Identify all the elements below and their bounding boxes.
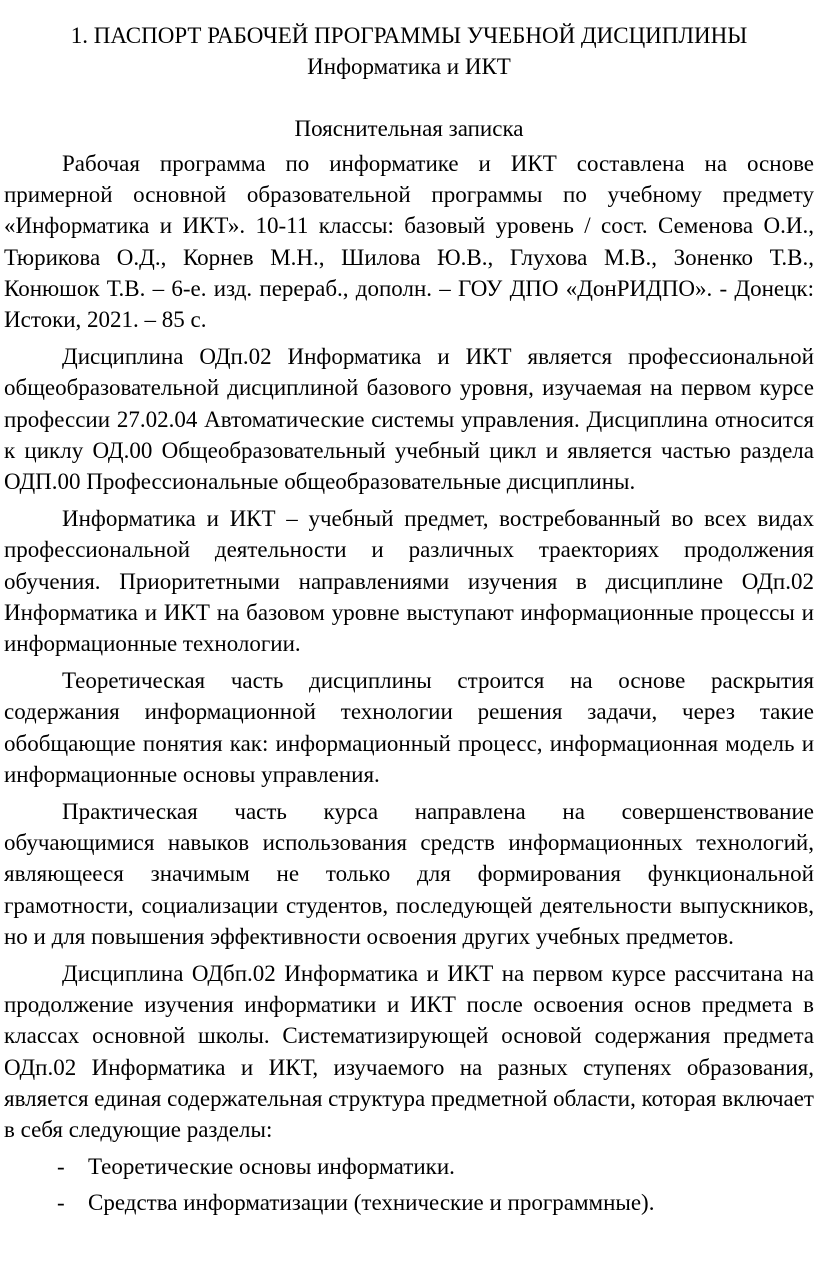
document-subtitle: Информатика и ИКТ — [307, 54, 511, 79]
paragraph: Дисциплина ОДп.02 Информатика и ИКТ является профессиональной общеобразовательной дисциплиной базового уровня, изучаемая на первом курсе профессии 27.02.04 Автоматические системы управления. Дисциплина относится к циклу ОД.00 Общеобразовательный учебный цикл и является частью раздела ОДП.00 Профессиональные общеобразовательные дисциплины. — [4, 344, 814, 495]
list-item-text: Средства информатизации (технические и программные). — [88, 1189, 655, 1215]
paragraph: Практическая часть курса направлена на совершенствование обучающимися навыков использования средств информационных технологий, являющееся значимым не только для формирования функциональной грамотности, социализации студентов, последующей деятельности выпускников, но и для повышения эффективности освоения других учебных предметов. — [4, 799, 814, 949]
list-item — [4, 1187, 814, 1218]
section-heading: Пояснительная записка — [294, 116, 524, 141]
paragraph: Дисциплина ОДбп.02 Информатика и ИКТ на первом курсе рассчитана на продолжение изучения информатики и ИКТ после освоения основ предмета в классах основной школы. Систематизирующей основой содержания предмета ОДп.02 Информатика и ИКТ, изучаемого на разных ступенях образования, является единая содержательная структура предметной области, которая включает в себя следующие разделы: — [4, 961, 814, 1143]
paragraph: Рабочая программа по информатике и ИКТ составлена на основе примерной основной образовательной программы по учебному предмету «Информатика и ИКТ». 10-11 классы: базовый уровень / сост. Семенова О.И., Тюрикова О.Д., Корнев М.Н., Шилова Ю.В., Глухова М.В., Зоненко Т.В., Конюшок Т.В. – 6-е. изд. перераб., дополн. – ГОУ ДПО «ДонРИДПО». - Донецк: Истоки, 2021. – 85 с. — [4, 151, 814, 333]
list-marker: - — [57, 1189, 65, 1215]
list-marker: - — [57, 1154, 65, 1180]
list-item-text: Теоретические основы информатики. — [88, 1154, 455, 1180]
list-item — [4, 1151, 814, 1182]
sections-list — [4, 1151, 814, 1217]
paragraph: Теоретическая часть дисциплины строится на основе раскрытия содержания информационной технологии решения задачи, через такие обобщающие понятия как: информационный процесс, информационная модель и информационные основы управления. — [4, 668, 814, 787]
document-title: 1. ПАСПОРТ РАБОЧЕЙ ПРОГРАММЫ УЧЕБНОЙ ДИСЦИПЛИНЫ — [70, 23, 748, 48]
paragraph: Информатика и ИКТ – учебный предмет, востребованный во всех видах профессиональной деятельности и различных траекториях продолжения обучения. Приоритетными направлениями изучения в дисциплине ОДп.02 Информатика и ИКТ на базовом уровне выступают информационные процессы и информационные технологии. — [4, 506, 814, 657]
